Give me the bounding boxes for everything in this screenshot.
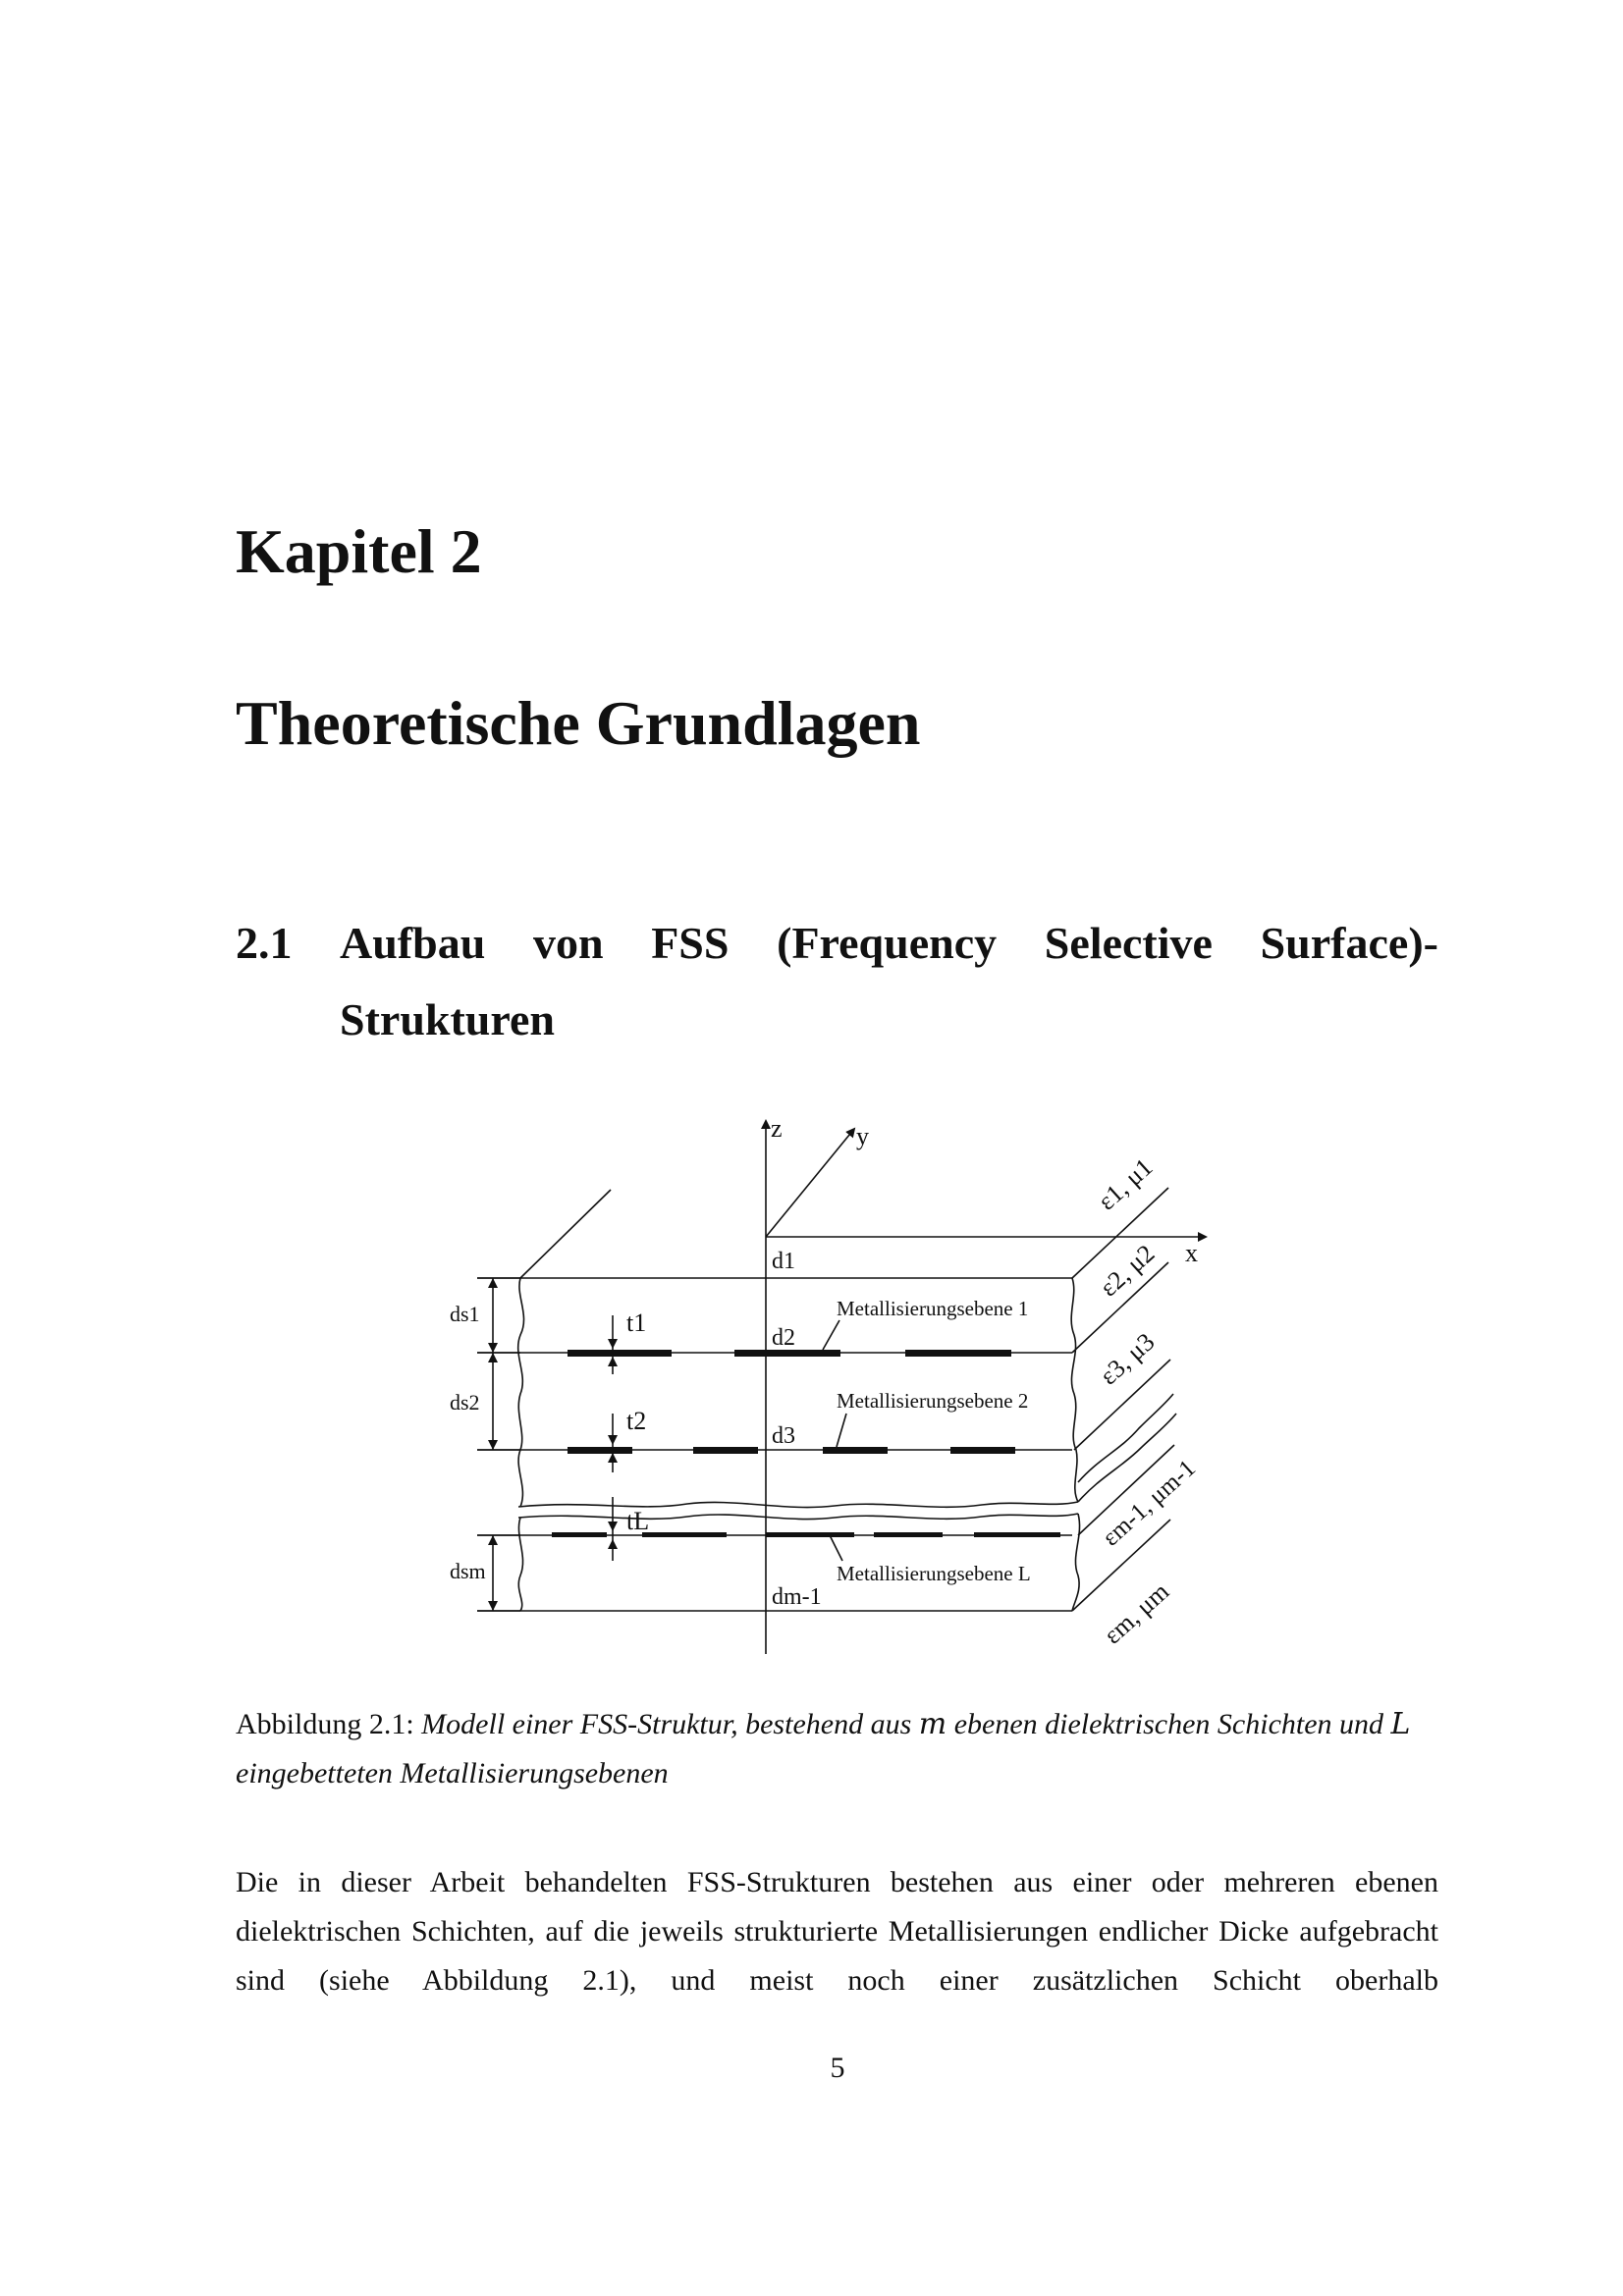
- caption-text-3: eingebetteten Metallisierungsebenen: [236, 1757, 669, 1789]
- thickness-t1: t1: [626, 1308, 647, 1337]
- plane-label-leader: [823, 1320, 839, 1350]
- metal-strip: [766, 1532, 854, 1537]
- layer-height-ds2: ds2: [450, 1390, 480, 1415]
- chapter-label: Kapitel 2: [236, 516, 482, 586]
- distance-label-d2: d2: [772, 1325, 795, 1351]
- caption-prefix: Abbildung 2.1:: [236, 1708, 422, 1740]
- metal-plane-label: Metallisierungsebene 1: [837, 1297, 1029, 1320]
- layer-height-dsm: dsm: [450, 1559, 486, 1583]
- metal-strip: [905, 1350, 1011, 1357]
- right-diagonal-edge: [1078, 1394, 1173, 1482]
- caption-text-2: ebenen dielektrischen Schichten und: [947, 1708, 1391, 1740]
- wavy-break-line: [518, 1514, 1078, 1520]
- figure-caption: [236, 1700, 1438, 1798]
- right-wavy-edge: [1072, 1514, 1080, 1611]
- section-title: [340, 905, 1438, 1058]
- metal-strip: [874, 1532, 943, 1537]
- plane-label-leader: [837, 1414, 846, 1447]
- distance-label-dm1: dm-1: [772, 1584, 822, 1610]
- caption-symbol-L: L: [1390, 1707, 1411, 1741]
- y-axis-line: [766, 1129, 854, 1237]
- caption-text-1: Modell einer FSS-Struktur, bestehend aus: [421, 1708, 919, 1740]
- material-label: εm-1, μm-1: [1097, 1455, 1201, 1552]
- metal-strip: [734, 1350, 840, 1357]
- distance-label-d1: d1: [772, 1249, 795, 1274]
- section-title-word: Aufbau: [340, 918, 486, 968]
- x-axis-label: x: [1185, 1239, 1198, 1267]
- fss-structure-diagram: [0, 1099, 1623, 1679]
- material-label: εm, μm: [1098, 1576, 1175, 1650]
- left-wavy-edge: [518, 1518, 522, 1611]
- section-number: 2.1: [236, 918, 293, 968]
- section-heading: [236, 905, 1438, 1058]
- metal-plane-label: Metallisierungsebene L: [837, 1562, 1031, 1585]
- section-title-word: FSS: [651, 918, 730, 968]
- section-title-word: Selective: [1044, 918, 1213, 968]
- section-title-word: Surface)-: [1260, 918, 1438, 968]
- section-title-word: von: [532, 918, 604, 968]
- chapter-title: Theoretische Grundlagen: [236, 688, 921, 758]
- section-title-word: (Frequency: [777, 918, 998, 968]
- page-number: 5: [830, 2052, 845, 2084]
- metal-plane-label: Metallisierungsebene 2: [837, 1389, 1029, 1413]
- material-label: ε1, μ1: [1092, 1152, 1159, 1216]
- section-title-line1: [340, 905, 1438, 982]
- metal-strip: [974, 1532, 1060, 1537]
- metal-strip: [693, 1447, 758, 1454]
- metal-strip: [568, 1447, 632, 1454]
- left-diagonal-edge: [520, 1190, 611, 1278]
- distance-label-d3: d3: [772, 1423, 795, 1449]
- z-axis-label: z: [771, 1114, 783, 1143]
- metal-strip: [552, 1532, 607, 1537]
- layer-height-ds1: ds1: [450, 1302, 480, 1326]
- metal-strip: [642, 1532, 727, 1537]
- y-axis-label: y: [856, 1122, 869, 1150]
- material-label: ε2, μ2: [1094, 1239, 1161, 1303]
- right-wavy-edge: [1071, 1278, 1078, 1502]
- thickness-tL: tL: [626, 1507, 650, 1535]
- metal-strip: [568, 1350, 672, 1357]
- body-paragraph: Die in dieser Arbeit behandelten FSS-Strukturen bestehen aus einer oder mehreren ebenen dielektrischen Schichten, auf die jeweils strukturierte Metallisierungen endlicher Dicke aufgebracht sind (siehe Abbildung 2.1), und meist noch einer zusätzlichen Schicht oberhalb: [236, 1866, 1438, 1997]
- plane-label-leader: [830, 1535, 842, 1561]
- left-wavy-edge: [518, 1278, 524, 1507]
- wavy-break-line: [518, 1502, 1078, 1508]
- section-title-line2: Strukturen: [340, 994, 555, 1044]
- caption-symbol-m: m: [918, 1707, 947, 1741]
- metal-strip: [950, 1447, 1015, 1454]
- material-label: ε3, μ3: [1094, 1327, 1161, 1391]
- metal-strip: [823, 1447, 888, 1454]
- thickness-t2: t2: [626, 1407, 647, 1435]
